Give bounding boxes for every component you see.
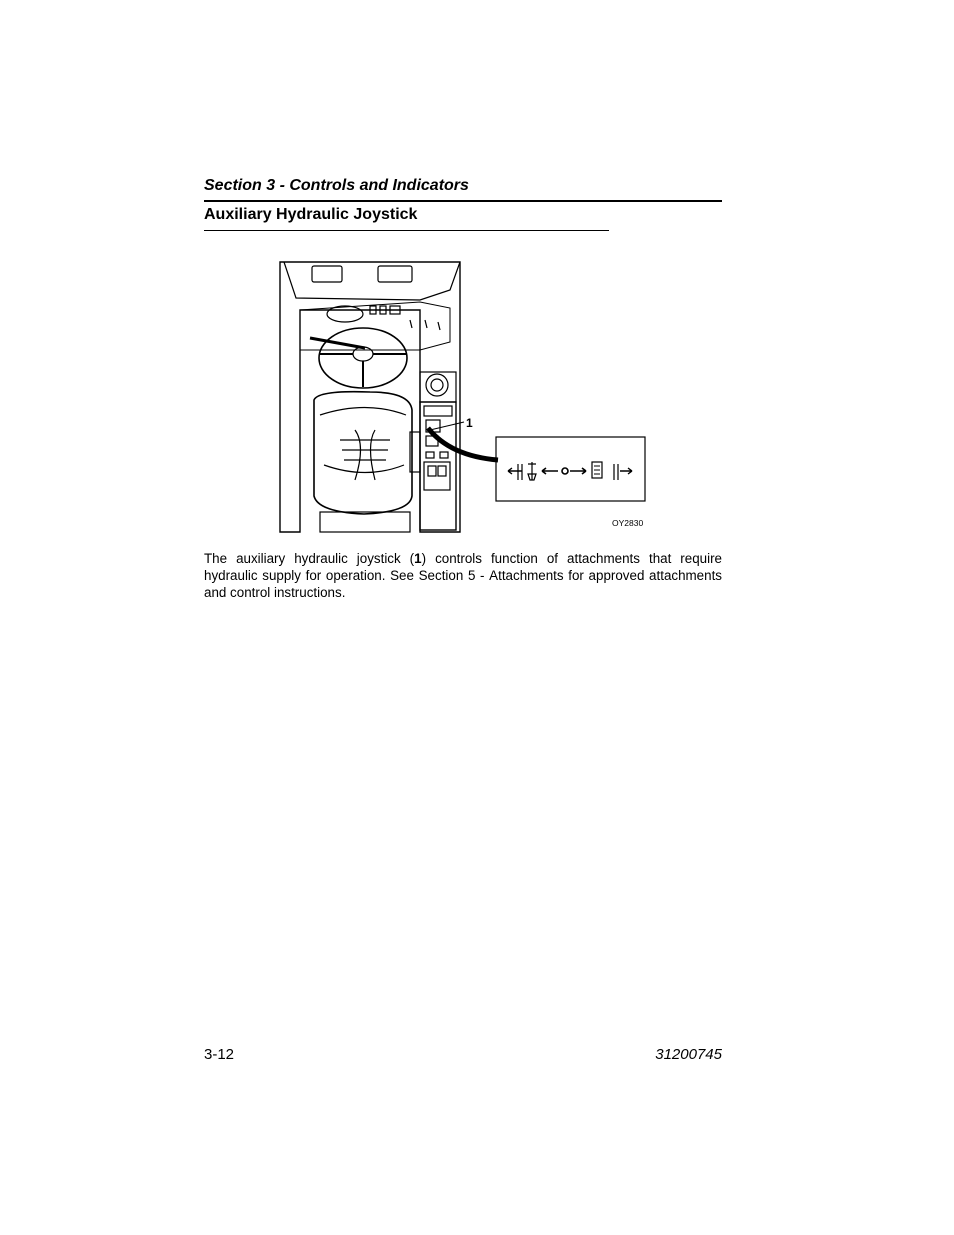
cab-illustration-figure (270, 250, 670, 540)
body-text-start: The auxiliary hydraulic joystick ( (204, 551, 415, 566)
figure-id: OY2830 (612, 518, 644, 528)
cab-illustration (270, 250, 670, 540)
page-number: 3-12 (204, 1046, 235, 1063)
document-number: 31200745 (655, 1046, 722, 1063)
subsection-title: Auxiliary Hydraulic Joystick (204, 206, 418, 223)
body-paragraph (204, 550, 722, 601)
section-divider (204, 200, 722, 202)
body-text-end: ) controls function of attachments that require hydraulic supply for operation. See Section 5 - Attachments for approved attachments and control instructions. (204, 551, 722, 600)
reference-number: 1 (414, 551, 422, 566)
section-title: Section 3 - Controls and Indicators (204, 177, 469, 194)
callout-number: 1 (466, 416, 473, 430)
subsection-divider (204, 230, 609, 231)
